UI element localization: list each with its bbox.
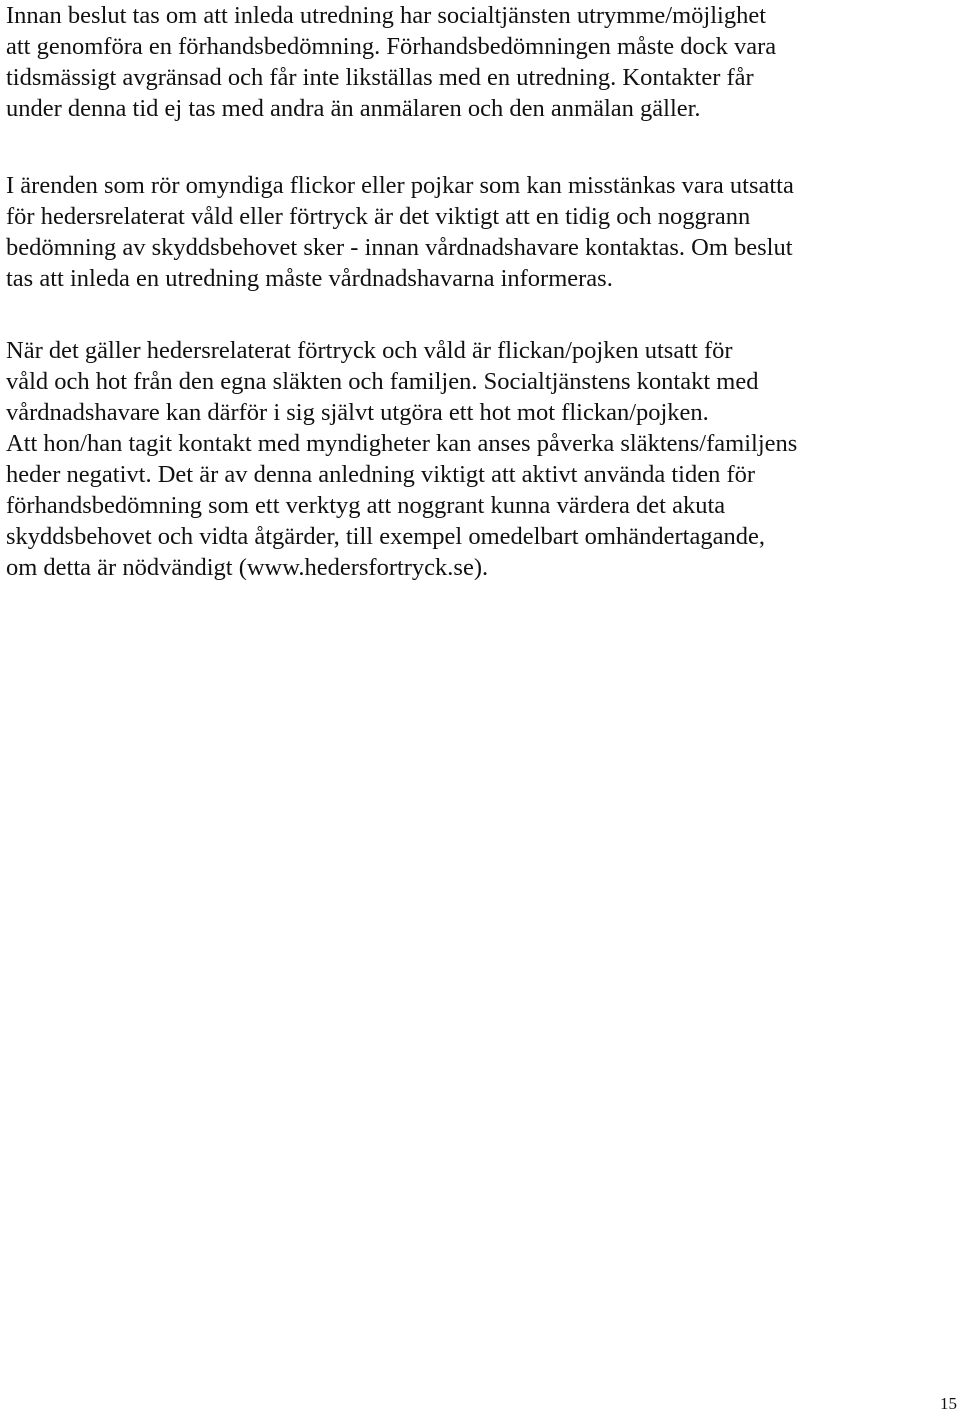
page-number: 15 xyxy=(940,1394,957,1413)
text-line: I ärenden som rör omyndiga flickor eller pojkar som kan misstänkas vara utsatta xyxy=(6,172,794,199)
text-line: våld och hot från den egna släkten och familjen. Socialtjänstens kontakt med xyxy=(6,368,759,395)
text-line: skyddsbehovet och vidta åtgärder, till exempel omedelbart omhändertagande, xyxy=(6,523,765,550)
text-line: förhandsbedömning som ett verktyg att noggrant kunna värdera det akuta xyxy=(6,492,726,519)
text-line: Innan beslut tas om att inleda utredning har socialtjänsten utrymme/möjlighet xyxy=(6,2,767,29)
text-line: om detta är nödvändigt (www.hedersfortryck.se). xyxy=(6,554,489,581)
paragraph-preliminary-assessment xyxy=(6,0,954,124)
text-line: för hedersrelaterat våld eller förtryck är det viktigt att en tidig och noggrann xyxy=(6,203,751,230)
text-line: under denna tid ej tas med andra än anmälaren och den anmälan gäller. xyxy=(6,95,701,122)
text-line: Att hon/han tagit kontakt med myndigheter kan anses påverka släktens/familjens xyxy=(6,430,798,457)
text-line: tidsmässigt avgränsad och får inte likställas med en utredning. Kontakter får xyxy=(6,64,754,91)
text-line: heder negativt. Det är av denna anledning viktigt att aktivt använda tiden för xyxy=(6,461,756,488)
text-line: tas att inleda en utredning måste vårdnadshavarna informeras. xyxy=(6,265,613,292)
text-line: vårdnadshavare kan därför i sig självt utgöra ett hot mot flickan/pojken. xyxy=(6,399,709,426)
paragraph-minors-protection xyxy=(6,170,954,294)
text-line: När det gäller hedersrelaterat förtryck och våld är flickan/pojken utsatt för xyxy=(6,337,733,364)
text-line: bedömning av skyddsbehovet sker - innan vårdnadshavare kontaktas. Om beslut xyxy=(6,234,793,261)
text-line: att genomföra en förhandsbedömning. Förhandsbedömningen måste dock vara xyxy=(6,33,777,60)
paragraph-honour-related-oppression xyxy=(6,335,954,583)
